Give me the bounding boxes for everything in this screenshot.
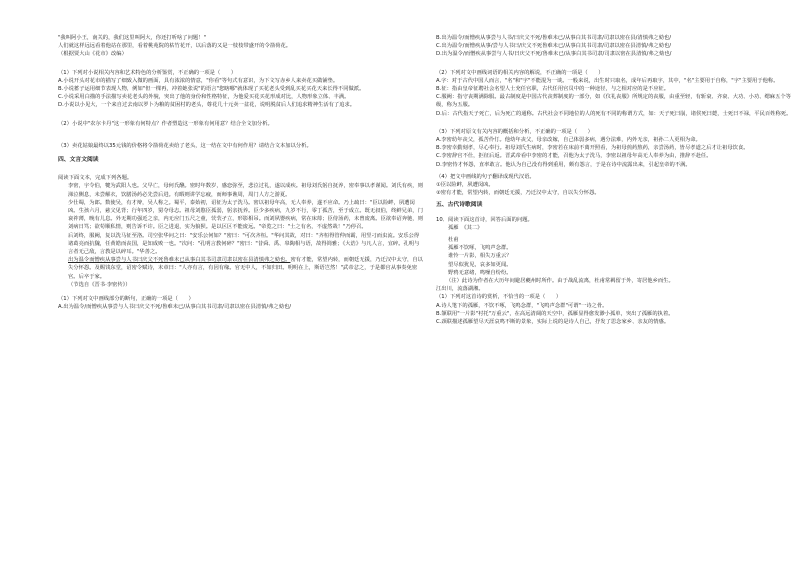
option-b: B.颔联用"一片影"衬托"万重云"，在高远清阔的天空中，孤雁显得愈发渺小孤单，突出了孤雁的执着。 — [436, 310, 674, 317]
question-10: 10．阅读下面这首诗，回答后面的问题。 — [436, 216, 533, 223]
section-heading-classical-chinese: 四、文言文阅读 — [58, 157, 99, 164]
passage-source: （节选自《晋书·李密传》） — [68, 281, 131, 288]
story-line: 人们就这样远远看着他站在那里，看着桃苑院的枯竹花开，以后落的又是一枝枝带盛开的令箭荷花。 — [58, 43, 292, 50]
option-c: C.小说采用白描的手法描写卖花老头的外貌，突出了他的身份和性格特征，为他爱买花买花形成对比，人物形象立体、丰满。 — [58, 94, 350, 101]
option-a: A.李密幼年丧父，孤苦伶仃。他幼年丧父，母亲改嫁，自己体弱多病，遇分法难，内外无亲，祖孙二人更相为命。 — [436, 137, 701, 144]
option-c: C.颈联描述孤雁望尽天涯哀鸣不断的景象，实际上说的是诗人自己，抒发了思念家乡、亲友的情感。 — [436, 319, 670, 326]
poem-note: 江出川，流落湖湘。 — [436, 286, 484, 293]
option-a: A.诗人笔下的孤雁，不饮不啄，飞鸣念群，"飞鸣声念群"可谓"一诗之骨。 — [436, 302, 608, 309]
question-1: （1）下列对小说相关内容和艺术特色的分析鉴赏，不正确的一项是（ ） — [58, 69, 237, 76]
translation-item: ②密有才能，常望内转，而朝廷无援，乃迁汉中太守，自以失分怀怨。 — [436, 190, 600, 197]
passage-paragraph: 少仕蜀，为郎。数使吴，有才辩，吴人称之。蜀平，泰始初，诏征为太子洗马。密以祖母年高，无人奉养，遂不应命。乃上疏曰："臣以险衅，夙遭闵凶。生孩六月，慈父见背；行年四岁，舅夺母志。祖母刘愍臣孤弱，躬亲抚养。臣少多疾病，九岁不行，零丁孤苦，至于成立。既无叔伯，终鲜兄弟，门衰祚薄，晚有儿息。外无期功强近之亲，内无应门五尺之童，茕茕孑立，形影相吊。而刘夙婴疾病，常在床蓐；臣侍汤药，未曾废离。臣欲奉诏奔驰，则刘病日笃；欲苟顺私情，则告诉不许。臣之进退，实为狼狈。是以区区不能废远。"帝览之曰："士之有名，不虚然哉！"乃停召。 — [68, 199, 423, 231]
option-a: A.字：对于古代中国人而言，"名"和"字"不能混为一谈。一般来说，出生时只取名，成年后再取字，其中，"名"主要用于自称，"字"主要用于他称。 — [436, 77, 779, 84]
poem-line: 望尽似犹见，哀多如更闻。 — [448, 261, 512, 268]
poem-block — [436, 224, 794, 277]
option-c: C.出为温令/而憎疾从事/尝与人书曰/庆父不死鲁难未已/从事白其书司隶/司隶以密在县清慎/弗之劾也/ — [436, 43, 672, 50]
question-4: （1）下列对文中画线部分的断句，正确的一项是（ ） — [58, 296, 194, 303]
question-3-right: （3）下列对原文有关内容的概括和分析，不正确的一项是（ ） — [436, 128, 593, 135]
passage-paragraph: 密有才能，常望内转，而朝廷无援，乃迁汉中太守，自以失分怀怨。及赐饯东堂，诏密令赋诗，末章曰："人亦有言，有因有缘。官无中人，不如归田。明明在上，斯语岂然！"武帝忿之，于是都官从事奏免密官。后卒于家。 — [68, 257, 423, 280]
option-d: D.后：古代指天子死亡，后为死亡的通称。古代社会不同地位的人的死有不同的称谓方式，如：天子死曰崩，诸侯死曰薨，士死曰不禄，平民百姓称死。 — [436, 110, 792, 117]
left-column — [58, 34, 423, 311]
story-line: "我叫阿小王，南关的，我们这里叫阿大，你还打听啥了问题！" — [58, 35, 206, 41]
poem-line: 谁怜一片影，相失万重云？ — [448, 253, 512, 260]
option-a: A.小说开头对花市的描写了细致入微的画面，具有浓浓的情意，"你看"等句式有意识，为下文写赤乡人来卖花买做铺垫。 — [58, 77, 339, 84]
option-b: B.出为温令/而憎疾从事尝与人书/曰庆父不死/鲁难未已/从事白其书司隶/司隶以密在县/清慎弗之劾也/ — [436, 35, 671, 41]
poem-note: （注）此诗为作者在大历年间避居夔州时所作。由于战乱流离，杜甫常羁留于外，寄居他乡而生。 — [446, 278, 674, 285]
option-d: D.李密恃才怀怨，直率敢言。他认为自己没有得到重用，颇有怨言，于是在诗中流露出来，引起皇帝的不满。 — [436, 161, 691, 168]
poem-author: 杜甫 — [448, 237, 459, 244]
option-b: B.李密幸勤刻孝，尽心奉行。祖母刘氏生病时，李密若在床前不离开照看，为祖母煎药熬药，亲尝汤药，皆尽孝道之后才让祖母饮食。 — [436, 145, 749, 152]
option-d: D.出为温令/而憎疾从事尝与人书/曰庆父不死/鲁难未已/从事白其书司隶/司隶以密在县清慎/弗之劾也/ — [436, 51, 672, 58]
option-a: A.出为温令/而憎疾从事尝与人书曰庆父不死/鲁难未已/从事白其书司隶/司隶以密在县清慎/弗之劾也/ — [58, 304, 292, 311]
story-source: （根据贾大山《花市》改编） — [58, 51, 127, 58]
question-3: （3）卖花姑娘最终以35元钱的价格将令箭荷花卖给了老头，这一结在文中有何作用？请结合文本加以分析。 — [58, 142, 312, 149]
right-column — [436, 34, 794, 326]
poem-title: 孤雁 《其二》 — [448, 224, 483, 231]
question-2-right: （2）下列对文中画线词语的相关内容的解说，不正确的一项是（ ） — [436, 69, 604, 76]
option-c: C.李密辞官不仕，拒征后返。晋武帝看中李密的才能，召他为太子洗马，李密以祖母年高无人奉养为由，推辞不赴任。 — [436, 153, 712, 160]
question-2: （2）小说中"农尔卡丹"这一形象有何特点？作者塑造这一形象有何用意？结合全文加分析。 — [58, 120, 273, 127]
underlined-sentence: 出为温令而憎疾从事尝与人书曰庆父不死鲁难未已从事白其书司隶司隶以密在县清慎弗之劾也。 — [68, 257, 291, 264]
translation-item: ①臣以险衅，夙遭闵凶。 — [436, 182, 494, 189]
passage-paragraph: 后刘终，服阙，复以洗马征至洛。司空张华问之曰："安乐公何如？"密曰："可次齐桓。"华问其故，对曰："齐桓得管仲而霸，用竖刁而虫流。安乐公得诸葛亮而抗魏，任黄皓而丧国，是知成败一也。"次问："孔明言教何碎？"密曰："昔舜、禹、皋陶相与语，故得简雅；《大诰》与凡人言，宜碎。孔明与言者无己敌，言教是以碎耳。"华善之。 — [68, 232, 420, 256]
poem-line: 野鸦无意绪，鸣噪自纷纷。 — [448, 269, 512, 276]
option-b: B.小说蓄子运用细节表现人物，例如"但一棵再，冲着她张说"的语言"您瞎哪"就体现了买花老头受到乱买花买花天来长得不同做派。 — [58, 86, 365, 93]
section-heading-poetry: 五、古代诗歌阅读 — [436, 202, 483, 209]
passage-paragraph: 李密，宇令伯，犍为武阳人也。父早亡，母何氏醮。密时年数岁，感恋弥至，悲泣过礼，遂以成疾。祖母刘氏躬自抚养，密奉事以孝谨闻。刘氏有疾，则涕泣侧息，未尝解衣，饮膳汤药必先尝后进。有暇则讲学忘疲，而师事谯周，周门人方之游夏。 — [68, 183, 423, 198]
option-d: D.小说以小见大，一个来自过去南以罗卜为粮的贫困村的老头，尊花几十元卖一盆花，说明脱贫后人们追求精神生活有了追求。 — [58, 102, 356, 109]
option-b: B.征：指由皇帝征聘社会名望人士充任官职，古代任用官员中的一种途径，与之相对应的是不应征。 — [436, 86, 670, 93]
question-4-right: （4）把文中画线的句子翻译成现代汉语。 — [436, 173, 535, 180]
reading-intro: 阅读下面文本，完成下列各题。 — [58, 175, 133, 182]
poem-question-1: （1）下列对这首诗的赏析，不恰当的一项是（ ） — [436, 294, 562, 301]
poem-line: 孤雁不饮啄，飞鸣声念群。 — [448, 245, 512, 252]
option-c: C.服阙：指守丧期满除服。最古制度是中国古代丧葬制度的一部分，如《仪礼丧服》所规定的丧服，由重至轻，有斩衰、齐衰、大功、小功、缌麻五个等级，称为五服。 — [436, 94, 791, 109]
